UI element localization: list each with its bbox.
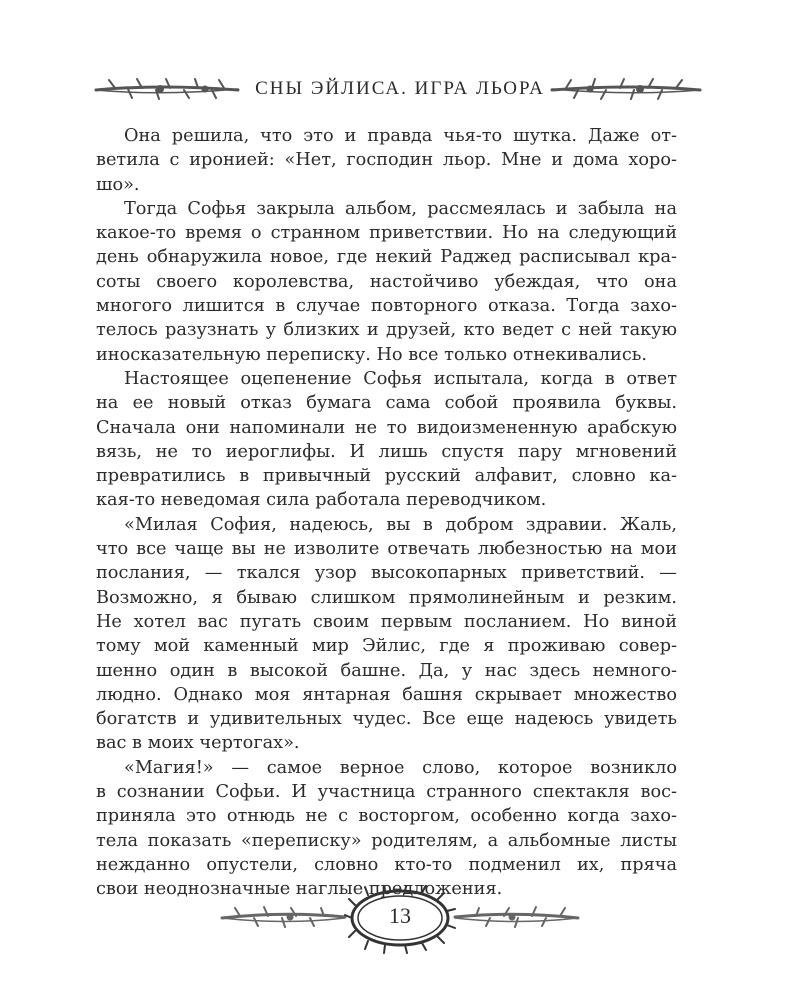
text-line: «Милая София, надеюсь, вы в добром здравии. Жаль, bbox=[124, 514, 677, 535]
text-line: многого лишится в случае повторного отказа. Тогда захо- bbox=[96, 296, 677, 317]
text-line: Настоящее оцепенение Софья испытала, когда в ответ bbox=[124, 368, 677, 389]
text-line: иносказательную переписку. Но все только отнекивались. bbox=[96, 344, 647, 365]
page-number: 13 bbox=[389, 903, 411, 928]
text-line: Не хотел вас пугать своим первым посланием. Но виной bbox=[96, 611, 677, 632]
text-line: «Магия!» — самое верное слово, которое возникло bbox=[124, 757, 677, 778]
text-line: соты своего королевства, настойчиво убеждая, что она bbox=[96, 271, 677, 292]
text-line: Она решила, что это и правда чья-то шутка. Даже от- bbox=[124, 126, 677, 146]
text-line: телось разузнать у близких и друзей, кто ведет с ней такую bbox=[96, 320, 677, 341]
text-line: ветила с иронией: «Нет, господин льор. Мне и дома хоро- bbox=[96, 150, 677, 171]
text-line: вас в моих чертогах». bbox=[96, 733, 300, 754]
text-line: какое-то время о странном приветствии. Но на следующий bbox=[96, 223, 677, 244]
text-line: вязь, не то иероглифы. И лишь спустя пару мгновений bbox=[96, 441, 677, 462]
text-line: тому мой каменный мир Эйлис, где я проживаю совер- bbox=[96, 636, 677, 657]
text-line: послания, — ткался узор высокопарных приветствий. — bbox=[96, 563, 677, 584]
book-title: СНЫ ЭЙЛИСА. ИГРА ЛЬОРА bbox=[255, 78, 545, 99]
text-line: Сначала они напоминали не то видоизмененную арабскую bbox=[96, 417, 677, 438]
text-line: шенно один в высокой башне. Да, у нас здесь немного- bbox=[96, 660, 677, 681]
text-line: тела показать «переписку» родителям, а альбомные листы bbox=[96, 830, 677, 851]
page-footer bbox=[0, 885, 800, 955]
text-line: приняла это отнюдь не с восторгом, особенно когда захо- bbox=[96, 806, 677, 827]
text-line: в сознании Софьи. И участница странного спектакля вос- bbox=[96, 782, 677, 803]
running-header bbox=[0, 70, 800, 110]
text-line: Возможно, я бываю слишком прямолинейным и резким. bbox=[96, 587, 677, 608]
text-line: день обнаружила новое, где некий Раджед расписывал кра- bbox=[96, 247, 677, 268]
text-line: людно. Однако моя янтарная башня скрывает множество bbox=[96, 684, 677, 705]
text-line: кая-то неведомая сила работала переводчиком. bbox=[96, 490, 547, 511]
text-line: шо». bbox=[96, 174, 140, 195]
text-line: свои неоднозначные наглые предложения. bbox=[96, 879, 503, 900]
text-line: Тогда Софья закрыла альбом, рассмеялась и забыла на bbox=[124, 198, 677, 219]
text-line: превратились в привычный русский алфавит, словно ка- bbox=[96, 466, 677, 487]
text-line: нежданно опустели, словно кто-то подменил их, пряча bbox=[96, 854, 677, 875]
body-text bbox=[96, 124, 677, 902]
text-line: что все чаще вы не изволите отвечать любезностью на мои bbox=[96, 539, 677, 560]
text-line: на ее новый отказ бумага сама собой проявила буквы. bbox=[96, 393, 677, 414]
text-line: богатств и удивительных чудес. Все еще надеюсь увидеть bbox=[96, 709, 677, 730]
